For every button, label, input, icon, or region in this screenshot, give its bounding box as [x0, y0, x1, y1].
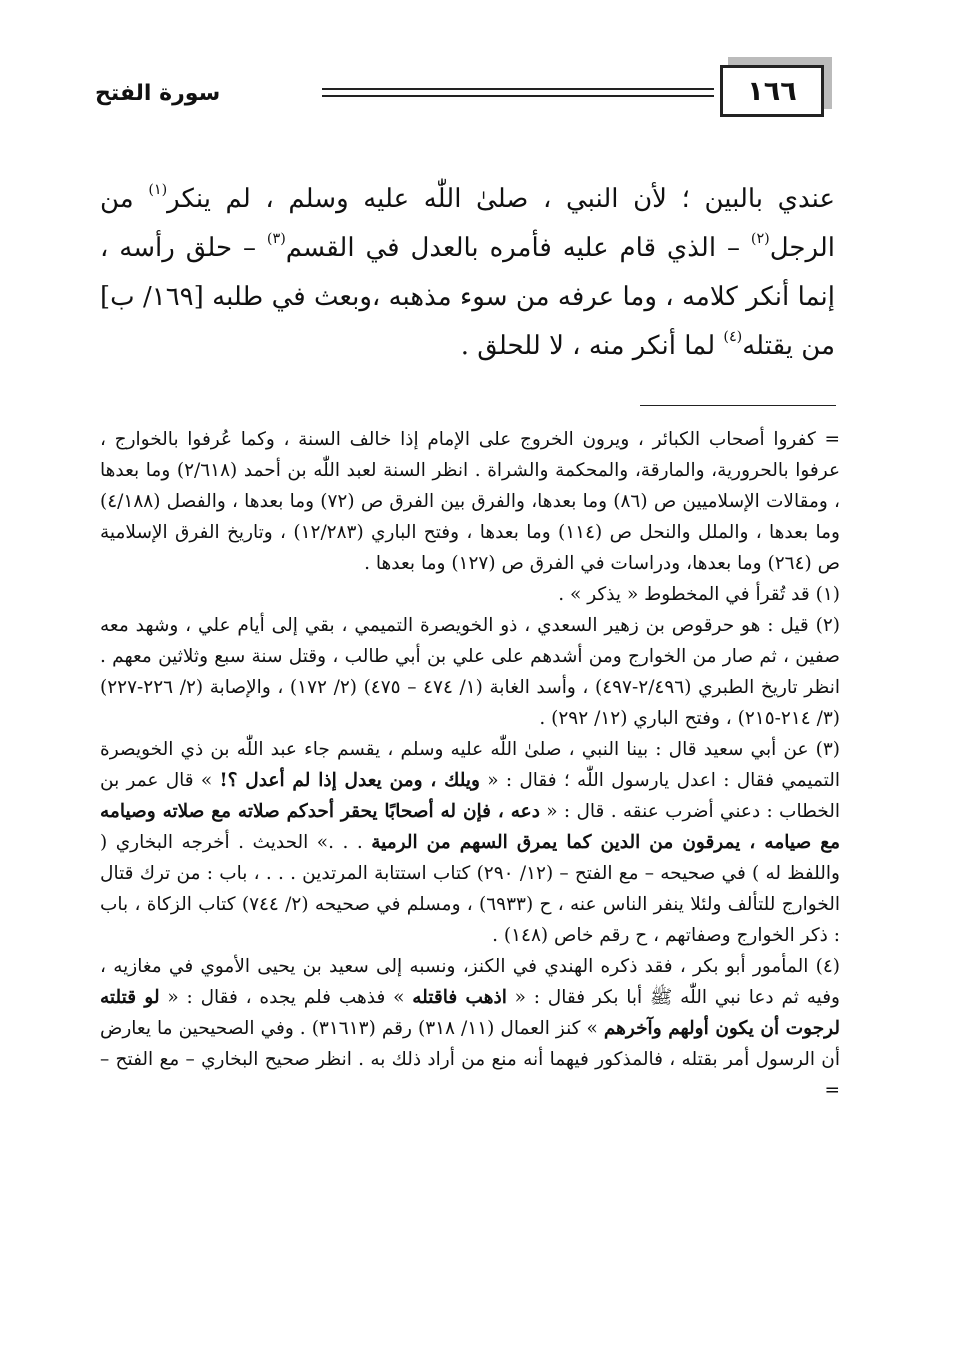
hadith-quote-bold: دعه ، فإن له أصحابًا يحقر أحدكم صلاته مع صلاته وصيامه مع صيامه ، يمرقون من الدين كما يمرق السهم من الرمية [100, 801, 840, 853]
hadith-quote-bold: لو قتلته لرجوت أن يكون أولهم وآخرهم [100, 987, 840, 1039]
footnote-3-text: » قال عمر بن الخطاب : دعني أضرب عنقه . قال : « [100, 770, 840, 822]
page-number: ١٦٦ [720, 65, 824, 117]
footnote-4-text: (٤) المأمور أبو بكر ، فقد ذكره الهندي في الكنز، ونسبه إلى سعيد بن يحيى الأموي في مغازيه ، وفيه ثم دعا نبي اللّٰه ﷺ أبا بكر فقال : « [100, 956, 840, 1008]
footnote-marker-1: (١) [148, 182, 168, 199]
header-rule-bottom [322, 95, 714, 97]
main-text-part: – الذي قام عليه فأمره بالعدل في القسم [285, 233, 751, 263]
hadith-quote-bold: ويلك ، ومن يعدل إذا لم أعدل ؟! [219, 770, 480, 791]
hadith-quote-bold: اذهب فاقتله [412, 987, 507, 1008]
main-text-part: عندي بالبين ؛ لأن النبي ، صلىٰ اللّٰه عليه وسلم ، لم ينكر [167, 184, 836, 214]
footnote-3-text: (٣) عن أبي سعيد قال : بينا النبي ، صلىٰ اللّٰه عليه وسلم ، يقسم جاء عبد اللّٰه بن ذي الخويصرة التميمي فقال : اعدل يارسول اللّٰه ؛ فقال : « [100, 739, 841, 791]
main-text-part: من الرجل [100, 184, 835, 263]
footnote-2: (٢) قيل : هو حرقوص بن زهير السعدي ، ذو الخويصرة التميمي ، بقي إلى أيام علي ، وشهد معه صفين ، ثم صار من الخوارج ومن أشدهم على علي بن أبي طالب ، وقتل سنة سبع وثلاثين معهم . انظر تاريخ الطبري (٢/٤٩٦-٤٩٧) ، وأسد الغابة (١/ ٤٧٤ – ٤٧٥) (٢/ ١٧٢) ، والإصابة (٢/ ٢٢٦-٢٢٧) (٣/ ٢١٤-٢١٥) ، وفتح الباري (١٢/ ٢٩٢) . [100, 615, 840, 729]
footnote-4-text: » كنز العمال (١١/ ٣١٨) رقم (٣١٦١٣) . وفي الصحيحين ما يعارض أن الرسول أمر بقتله ، فالمذكور فيهما أنه منع من أراد ذلك به . انظر صحيح البخاري – مع الفتح – = [100, 1018, 840, 1101]
footnotes [100, 424, 840, 1106]
footnote-divider [640, 405, 836, 406]
header-rule-top [322, 88, 714, 90]
page-header [0, 55, 962, 135]
footnote-continuation: = كفروا أصحاب الكبائر ، ويرون الخروج على الإمام إذا خالف السنة ، وكما عُرفوا بالخوارج ، عرفوا بالحرورية، والمارقة، والمحكمة والشراة . انظر السنة لعبد اللّٰه بن أحمد (٢/٦١٨) وما بعدها ، ومقالات الإسلاميين ص (٨٦) وما بعدها، والفرق بين الفرق ص (٧٢) وما بعدها ، والفصل (٤/١٨٨) وما بعدها ، والملل والنحل ص (١١٤) وما بعدها ، وفتح الباري (١٢/٢٨٣) ، وتاريخ الفرق الإسلامية ص (٢٦٤) وما بعدها، ودراسات في الفرق ص (١٢٧) وما بعدها . [100, 429, 841, 574]
footnote-3 [100, 734, 840, 951]
main-text [100, 175, 835, 371]
footnote-1: (١) قد تُقرأ في المخطوط « يذكر » . [558, 584, 840, 605]
surah-title: سورة الفتح [95, 81, 221, 106]
main-text-part: لما أنكر منه ، لا للحلق . [460, 331, 724, 361]
footnote-marker-3: (٣) [266, 231, 286, 248]
footnote-4 [100, 951, 840, 1106]
footnote-marker-2: (٢) [750, 231, 770, 248]
footnote-3-text: . . .» الحديث . أخرجه البخاري ( واللفظ له ) في صحيحه – مع الفتح – (١٢/ ٢٩٠) كتاب استتابة المرتدين . . . ، باب : من ترك قتال الخوارج للتألف ولئلا ينفر الناس عنه ، ح (٦٩٣٣) ، ومسلم في صحيحه (٢/ ٧٤٤) كتاب الزكاة ، باب : ذكر الخوارج وصفاتهم ، ح رقم خاص (١٤٨) . [100, 832, 840, 946]
footnote-marker-4: (٤) [723, 329, 743, 346]
main-text-part: – حلق رأسه ، إنما أنكر كلامه ، وما عرفه من سوء مذهبه ،وبعث في طلبه [١٦٩/ ب] من يقتله [100, 233, 835, 361]
footnote-4-text: » فذهب فلم يجده ، فقال : « [159, 987, 413, 1008]
main-paragraph [100, 175, 835, 371]
